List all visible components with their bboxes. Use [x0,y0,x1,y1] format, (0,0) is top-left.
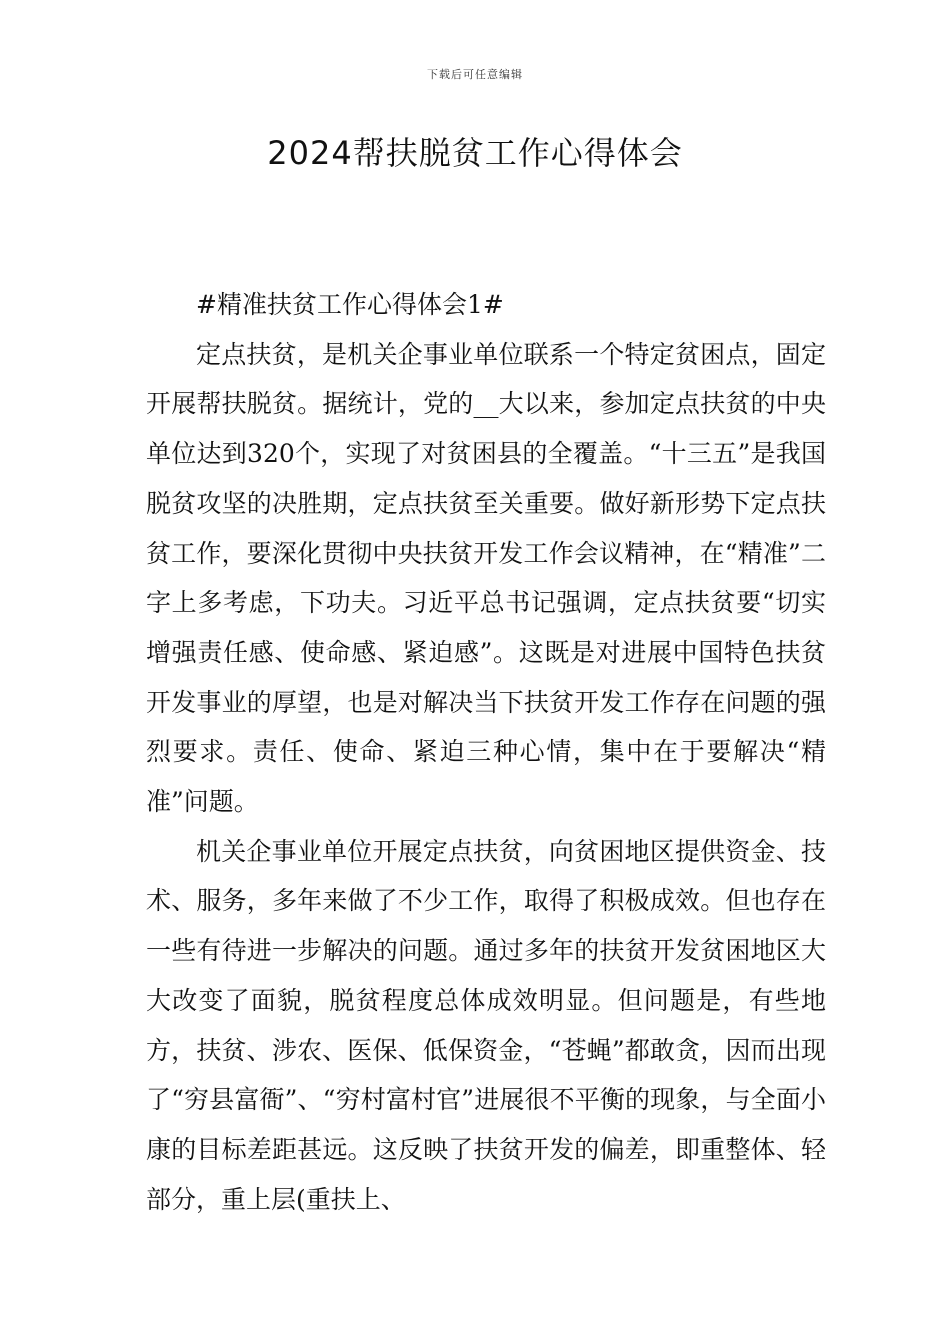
paragraph-2: 机关企事业单位开展定点扶贫，向贫困地区提供资金、技术、服务，多年来做了不少工作，取得了积极成效。但也存在一些有待进一步解决的问题。通过多年的扶贫开发贫困地区大大改变了面貌，脱贫程度总体成效明显。但问题是，有些地方，扶贫、涉农、医保、低保资金，“苍蝇”都敢贪，因而出现了“穷县富衙”、“穷村富村官”进展很不平衡的现象，与全面小康的目标差距甚远。这反映了扶贫开发的偏差，即重整体、轻部分，重上层(重扶上、 [146,836,826,1214]
header-note: 下载后可任意编辑 [427,68,523,81]
paragraph-1: 定点扶贫，是机关企事业单位联系一个特定贫困点，固定开展帮扶脱贫。据统计，党的__大以来，参加定点扶贫的中央单位达到320个，实现了对贫困县的全覆盖。“十三五”是我国脱贫攻坚的决胜期，定点扶贫至关重要。做好新形势下定点扶贫工作，要深化贯彻中央扶贫开发工作会议精神，在“精准”二字上多考虑，下功夫。习近平总书记强调，定点扶贫要“切实增强责任感、使命感、紧迫感”。这既是对进展中国特色扶贫开发事业的厚望，也是对解决当下扶贫开发工作存在问题的强烈要求。责任、使命、紧迫三种心情，集中在于要解决“精准”问题。 [146,339,826,817]
section-heading: #精准扶贫工作心得体会1# [196,290,504,319]
document-body [146,280,826,1224]
document-title: 2024帮扶脱贫工作心得体会 [267,134,683,172]
